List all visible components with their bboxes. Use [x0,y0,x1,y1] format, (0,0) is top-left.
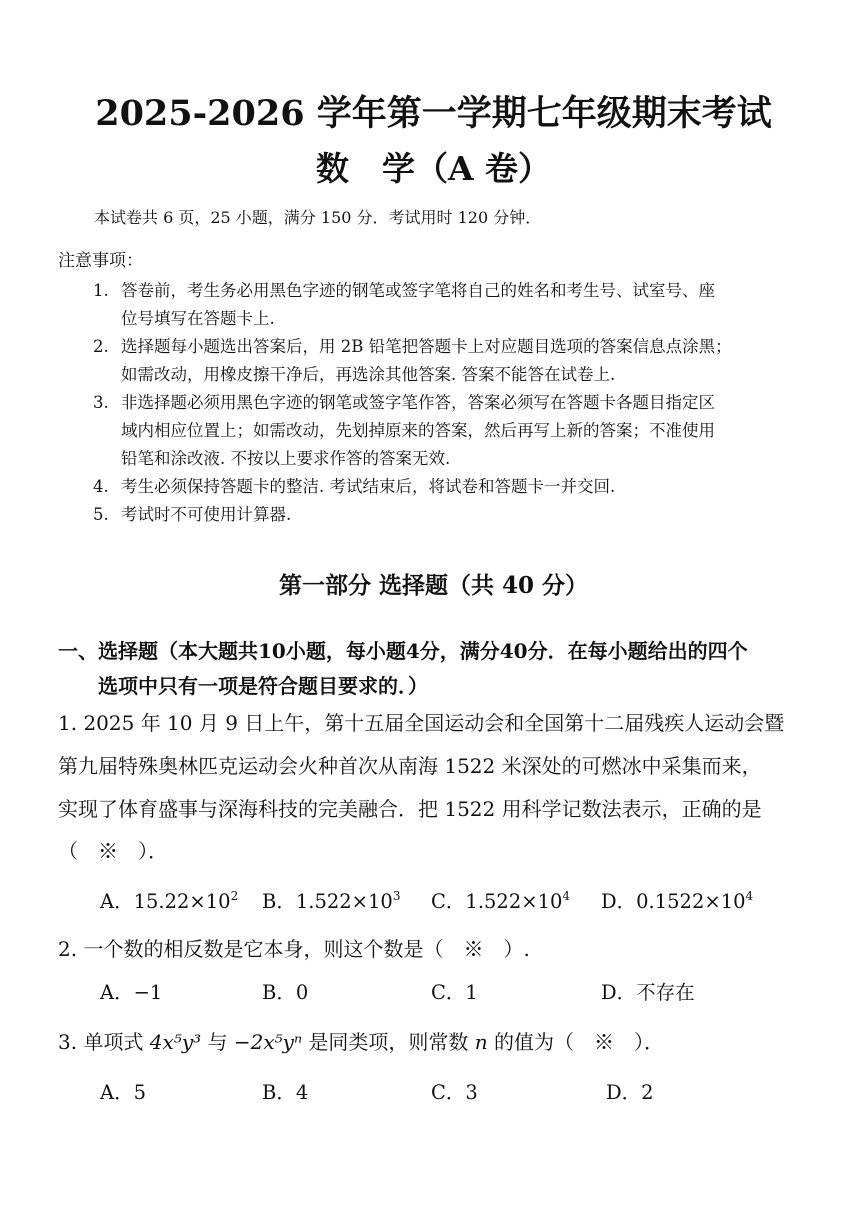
subject-title: 数 学（A 卷） [315,149,552,188]
q3-option-b: B．4 [262,1081,309,1104]
notice-item-3: 3. 非选择题必须用黑色字迹的钢笔或签字笔作答，答案必须写在答题卡各题目指定区 域内相应位置上；如需改动，先划掉原来的答案，然后再写上新的答案；不准使用 铅笔和涂改液. 不按以上要求作答的答案无效. [93,393,715,468]
notice-item-4: 4. 考生必须保持答题卡的整洁. 考试结束后，将试卷和答题卡一并交回. [93,477,616,496]
q1-option-c: C．$1.522\times 10^4$ [431,889,571,913]
section-heading-line1: 一、选择题（本大题共10小题，每小题4分，满分40分．在每小题给出的四个 [58,639,748,663]
question-1-line4: （ ※ ）． [58,839,168,863]
notice-item-1: 1. 答卷前，考生务必用黑色字迹的钢笔或签字笔将自己的姓名和考生号、试室号、座 位号填写在答题卡上. [93,281,715,328]
question-1-line3: 实现了体育盛事与深海科技的完美融合．把 1522 用科学记数法表示，正确的是 [58,797,762,821]
q3-expression-2: −2x⁵yⁿ [233,1030,303,1054]
q3-option-d: D．2 [606,1081,654,1104]
notice-heading: 注意事项： [58,251,143,271]
exam-title: 2025-2026 学年第一学期七年级期末考试 [95,93,772,134]
q1-option-b: B．$1.522\times 10^3$ [262,889,401,913]
part-title: 第一部分 选择题（共 40 分） [278,572,589,599]
question-1-line2: 第九届特殊奥林匹克运动会火种首次从南海 1522 米深处的可燃冰中采集而来， [58,754,762,778]
q3-option-a: A．5 [100,1081,147,1104]
q3-option-c: C．3 [431,1081,478,1104]
q1-option-d: D．$0.1522\times 10^4$ [601,889,754,913]
q3-expression-1: 4x⁵y³ [149,1030,202,1054]
exam-summary: 本试卷共 6 页，25 小题，满分 150 分．考试用时 120 分钟． [94,208,542,227]
question-2-stem: 2. 一个数的相反数是它本身，则这个数是（ ※ ）. [58,937,530,961]
q1-option-a: A．$15.22\times 10^2$ [100,889,239,913]
q2-option-c: C．1 [431,981,478,1004]
q2-option-d: D．不存在 [601,981,695,1004]
question-3-stem: 3. 单项式 4x⁵y³ 与 −2x⁵yⁿ 是同类项，则常数 n 的值为（ ※ ）． [58,1030,665,1054]
notice-item-5: 5. 考试时不可使用计算器. [93,505,292,524]
question-1-line1: 1. 2025 年 10 月 9 日上午，第十五届全国运动会和全国第十二届残疾人运动会暨 [58,711,785,735]
q2-option-b: B．0 [262,981,309,1004]
q2-option-a: A．−1 [100,981,163,1004]
section-heading-line2: 选项中只有一项是符合题目要求的．） [98,674,428,698]
notice-item-2: 2. 选择题每小题选出答案后，用 2B 铅笔把答题卡上对应题目选项的答案信息点涂黑； 如需改动，用橡皮擦干净后，再选涂其他答案. 答案不能答在试卷上. [93,337,732,384]
